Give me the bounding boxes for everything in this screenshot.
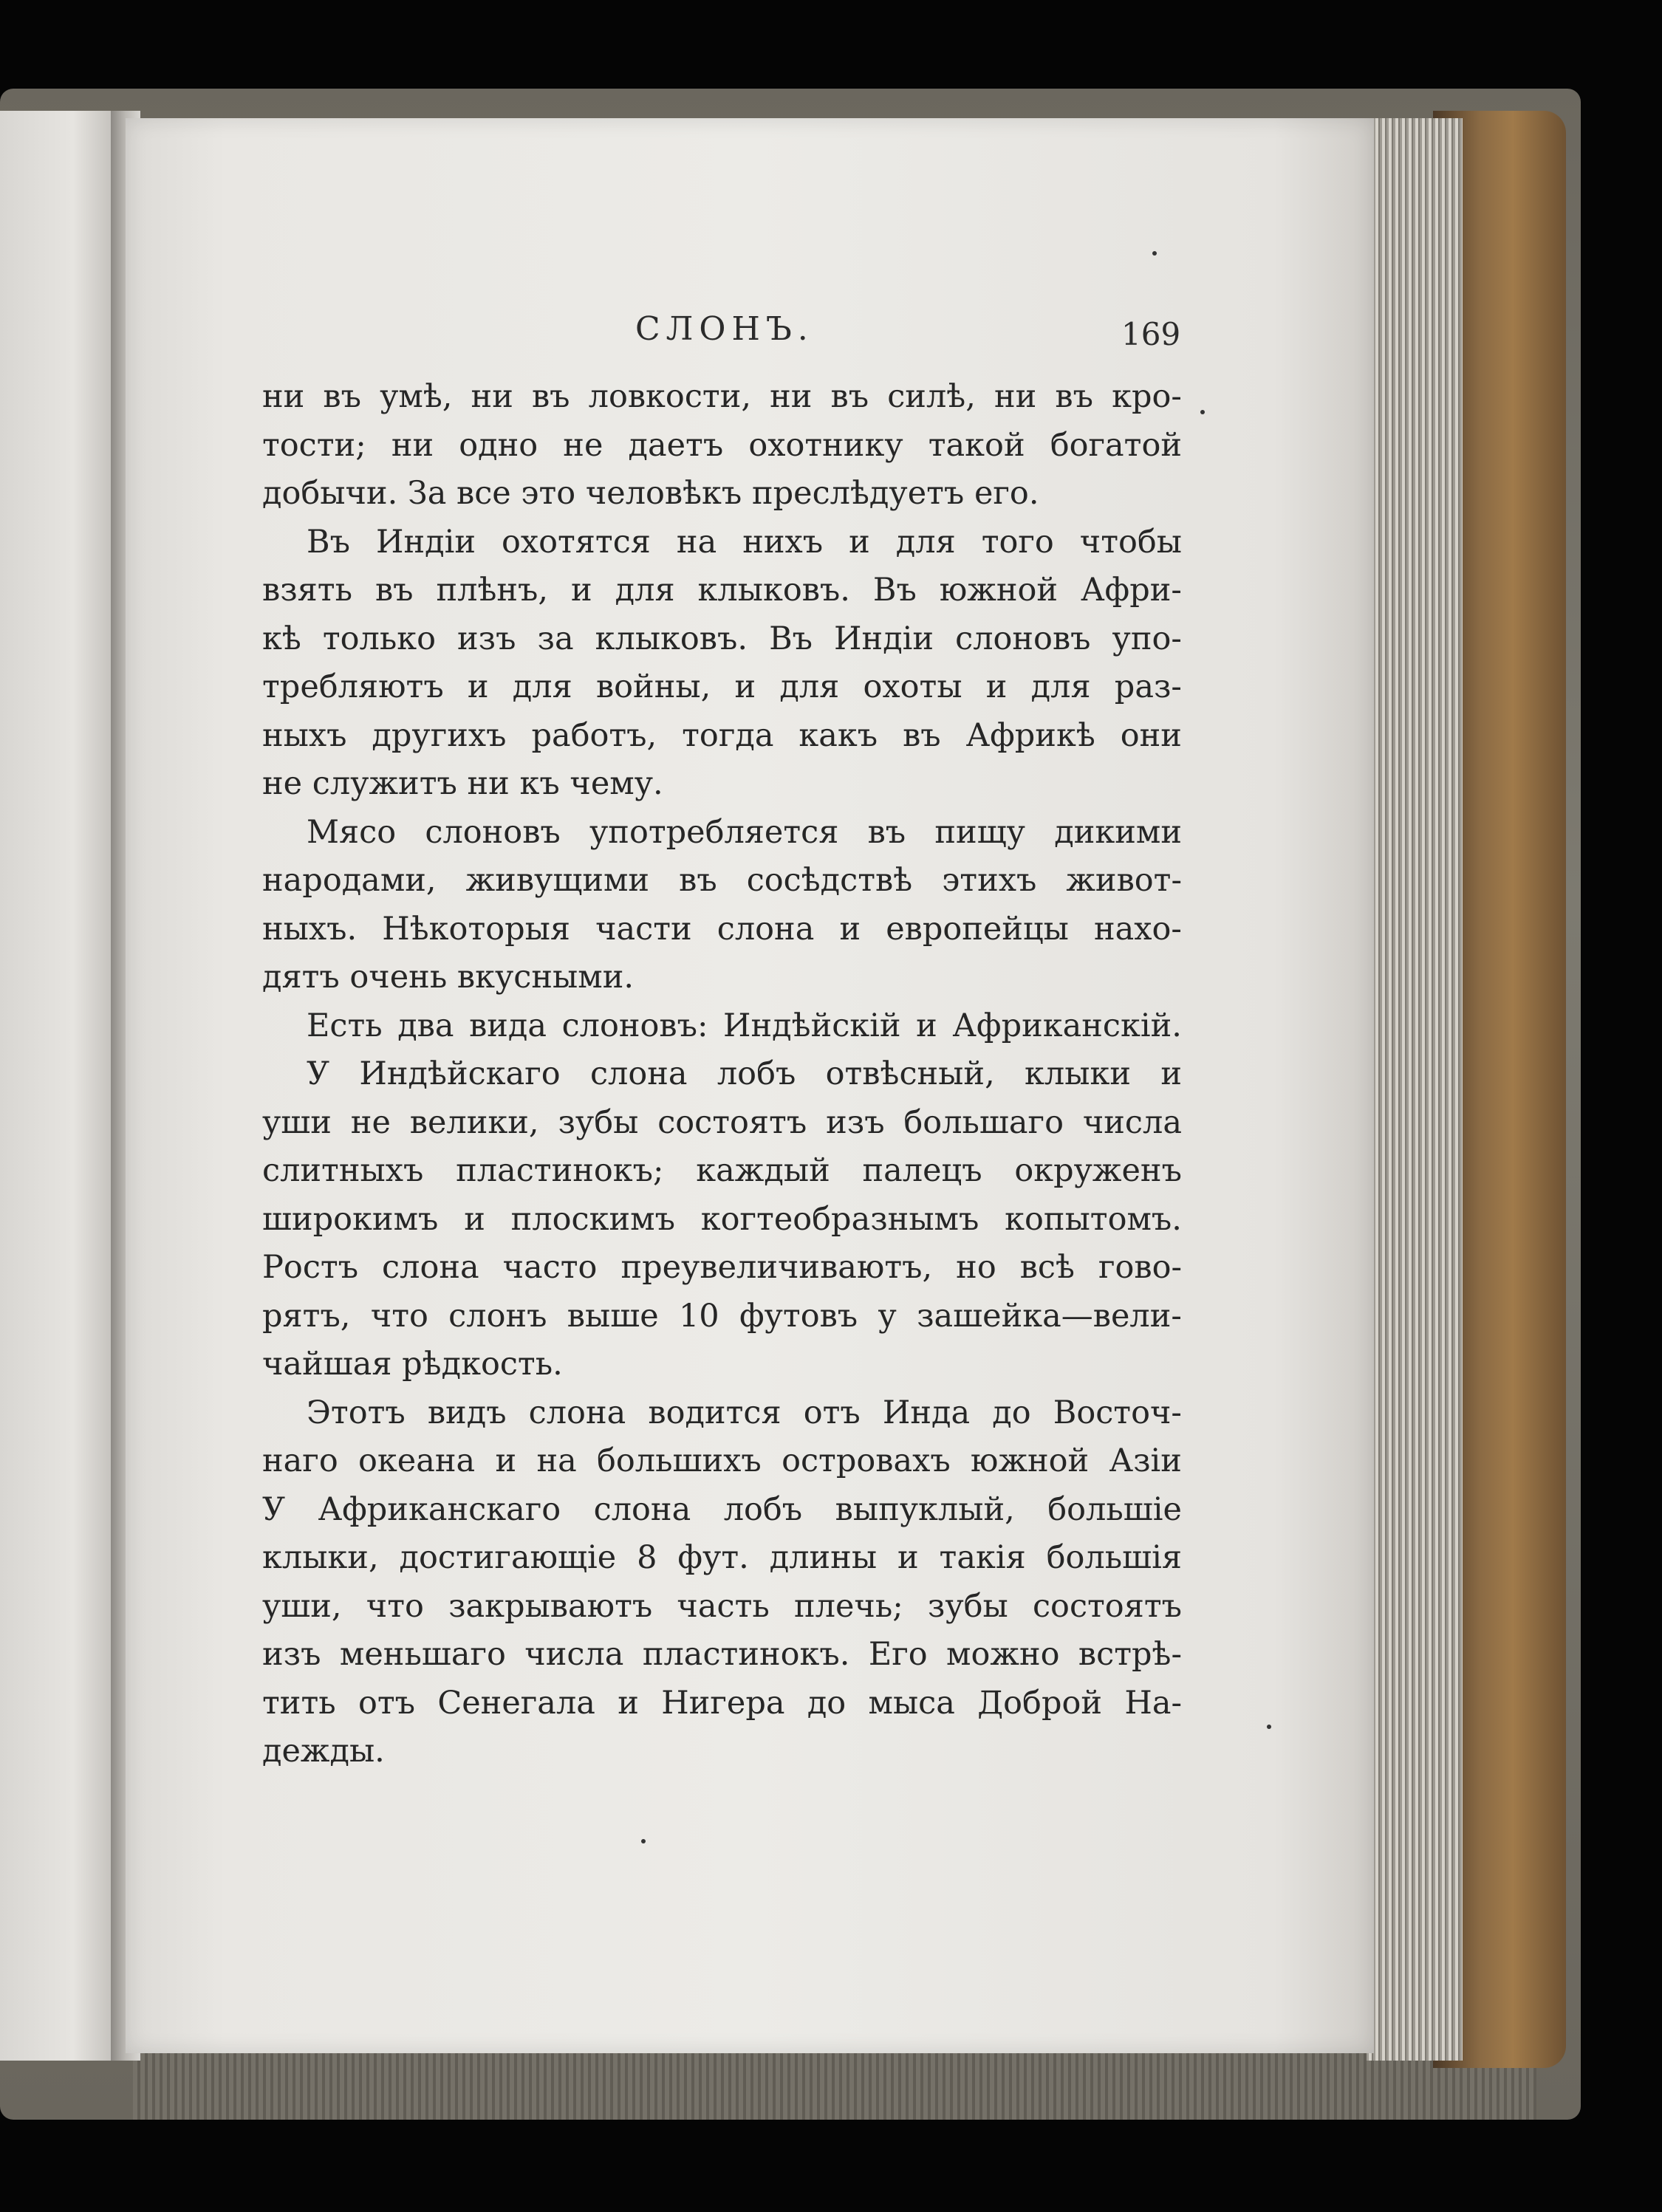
word: часть [677, 1587, 770, 1625]
word: силѣ, [887, 378, 976, 415]
text-line [262, 518, 1182, 567]
running-head: СЛОНЪ. [635, 310, 814, 348]
word: для [779, 668, 840, 705]
word: и [618, 1684, 639, 1722]
word: пластинокъ. [642, 1636, 850, 1673]
word: у [878, 1297, 897, 1335]
word: въ [867, 813, 906, 851]
word: Африкѣ [965, 716, 1095, 754]
text-line [262, 470, 1182, 518]
word: пищу [934, 813, 1025, 851]
word: изъ [457, 620, 516, 657]
text-line-content: чайшая рѣдкость. [262, 1346, 563, 1383]
word: богатой [1050, 426, 1182, 464]
word: даетъ [628, 426, 724, 464]
word: лобъ [717, 1055, 796, 1092]
word: другихъ [372, 716, 507, 754]
word: слоновъ: [561, 1007, 708, 1044]
word: велики, [409, 1103, 539, 1141]
word: слона [382, 1249, 479, 1286]
word: вида [469, 1007, 547, 1044]
word: окруженъ [1014, 1152, 1182, 1189]
word: раз- [1114, 668, 1182, 705]
word: и [985, 668, 1008, 705]
word: каждый [696, 1152, 830, 1189]
text-line [262, 566, 1182, 615]
word: и [916, 1007, 937, 1044]
word: видъ [427, 1394, 507, 1431]
word: футовъ [739, 1297, 858, 1335]
word: такія [939, 1539, 1026, 1576]
text-line [262, 1147, 1182, 1196]
word: южной [971, 1442, 1090, 1479]
word: нахо- [1093, 910, 1182, 948]
word: работъ, [531, 716, 657, 754]
word: ни [391, 426, 434, 464]
word: дикими [1054, 813, 1182, 851]
word: ныхъ. [262, 910, 358, 948]
word: клыки, [262, 1539, 379, 1576]
word: клыки [1025, 1055, 1131, 1092]
word: изъ [826, 1103, 885, 1141]
word: въ [531, 378, 570, 415]
text-line [262, 1050, 1182, 1099]
word: упо- [1112, 620, 1182, 657]
word: Нѣкоторыя [382, 910, 570, 948]
word: сосѣдствѣ [746, 862, 913, 899]
word: ловкости, [588, 378, 752, 415]
word: охотнику [748, 426, 903, 464]
word: Восточ- [1053, 1394, 1182, 1431]
word: Въ [307, 523, 350, 561]
page-speck [1200, 410, 1205, 414]
word: до [807, 1684, 847, 1722]
word: Его [868, 1636, 928, 1673]
word: широкимъ [262, 1200, 439, 1238]
word: для [1030, 668, 1091, 705]
left-page-edge [0, 111, 122, 2061]
text-line [262, 857, 1182, 905]
word: Азіи [1109, 1442, 1182, 1479]
text-line [262, 1679, 1182, 1728]
word: нихъ [742, 523, 824, 561]
text-line [262, 1196, 1182, 1244]
word: Этотъ [307, 1394, 406, 1431]
page-speck [1152, 251, 1157, 256]
word: копытомъ. [1005, 1200, 1182, 1238]
word: на [536, 1442, 577, 1479]
word: живущими [465, 862, 650, 899]
word: палецъ [862, 1152, 982, 1189]
word: наго [262, 1442, 338, 1479]
text-line [262, 1002, 1182, 1051]
word: зубы [927, 1587, 1008, 1625]
page-speck [1267, 1725, 1271, 1729]
word: большихъ [597, 1442, 762, 1479]
word: большія [1046, 1539, 1182, 1576]
word: отъ [803, 1394, 861, 1431]
text-line [262, 1340, 1182, 1389]
word: одно [459, 426, 538, 464]
word: состоятъ [1032, 1587, 1182, 1625]
word: плечь; [793, 1587, 903, 1625]
word: что [370, 1297, 428, 1335]
word: слонъ [448, 1297, 547, 1335]
word: въ [375, 572, 414, 609]
word: слона [589, 1055, 688, 1092]
word: Есть [307, 1007, 383, 1044]
word: когтеобразнымъ [700, 1200, 979, 1238]
text-line [262, 1099, 1182, 1148]
word: пластинокъ; [456, 1152, 664, 1189]
word: меньшаго [339, 1636, 506, 1673]
word: отвѣсный, [825, 1055, 995, 1092]
word: войны, [595, 668, 711, 705]
word: того [981, 523, 1054, 561]
word: океана [358, 1442, 476, 1479]
word: большаго [903, 1103, 1064, 1141]
word: этихъ [942, 862, 1037, 899]
text-line [262, 615, 1182, 664]
word: выше [567, 1297, 659, 1335]
word: ни [262, 378, 305, 415]
text-line [262, 1389, 1182, 1438]
word: Доброй [977, 1684, 1103, 1722]
word: слона [593, 1490, 691, 1528]
word: большіе [1047, 1490, 1182, 1528]
word: требляютъ [262, 668, 444, 705]
text-line-content: дежды. [262, 1733, 385, 1770]
word: Индѣйскій [723, 1007, 901, 1044]
word: ни [994, 378, 1037, 415]
word: Въ [872, 572, 917, 609]
word: на [676, 523, 717, 561]
word: Африканскій. [952, 1007, 1182, 1044]
word: но [956, 1249, 996, 1286]
word: ныхъ [262, 716, 347, 754]
text-line [262, 373, 1182, 422]
word: и [571, 572, 592, 609]
word: На- [1124, 1684, 1182, 1722]
word: употребляется [589, 813, 839, 851]
word: Индѣйскаго [359, 1055, 561, 1092]
word: и [1160, 1055, 1182, 1092]
word: мыса [868, 1684, 955, 1722]
page-speck [641, 1839, 646, 1843]
word: Африканскаго [318, 1490, 561, 1528]
body-text [262, 373, 1182, 1776]
word: какъ [798, 716, 878, 754]
word: клыковъ. [697, 572, 850, 609]
word: въ [323, 378, 361, 415]
word: кро- [1112, 378, 1182, 415]
word: въ [679, 862, 717, 899]
word: части [595, 910, 692, 948]
text-line [262, 1244, 1182, 1292]
word: Индіи [834, 620, 934, 657]
text-line-content: добычи. За все это человѣкъ преслѣдуетъ его. [262, 475, 1039, 512]
text-line [262, 1631, 1182, 1679]
word: фут. [677, 1539, 749, 1576]
text-line [262, 1583, 1182, 1631]
word: въ [830, 378, 869, 415]
word: два [397, 1007, 454, 1044]
word: зашейка—вели- [917, 1297, 1182, 1335]
word: водится [648, 1394, 782, 1431]
word: и [734, 668, 756, 705]
word: У [262, 1490, 286, 1528]
word: 10 [678, 1297, 719, 1335]
word: и [464, 1200, 485, 1238]
word: чтобы [1079, 523, 1182, 561]
word: народами, [262, 862, 437, 899]
word: гово- [1098, 1249, 1182, 1286]
word: числа [1082, 1103, 1182, 1141]
word: ни [471, 378, 513, 415]
page-number: 169 [1121, 316, 1181, 352]
word: Индіи [375, 523, 476, 561]
word: отъ [358, 1684, 416, 1722]
text-line [262, 422, 1182, 470]
word: Мясо [307, 813, 397, 851]
word: слитныхъ [262, 1152, 424, 1189]
page-edges [1367, 118, 1463, 2061]
word: европейцы [886, 910, 1069, 948]
word: слоновъ [955, 620, 1091, 657]
word: Нигера [661, 1684, 785, 1722]
word: Въ [769, 620, 813, 657]
word: и [839, 910, 861, 948]
word: кѣ [262, 620, 301, 657]
word: тогда [682, 716, 774, 754]
word: встрѣ- [1078, 1636, 1182, 1673]
word: для [512, 668, 572, 705]
text-line [262, 1292, 1182, 1341]
text-line [262, 1437, 1182, 1486]
word: можно [946, 1636, 1060, 1673]
word: числа [524, 1636, 624, 1673]
word: У [307, 1055, 330, 1092]
word: слона [717, 910, 815, 948]
text-line-content: не служитъ ни къ чему. [262, 765, 663, 802]
word: всѣ [1019, 1249, 1075, 1286]
word: тить [262, 1684, 336, 1722]
word: Сенегала [437, 1684, 595, 1722]
word: клыковъ. [595, 620, 748, 657]
text-line [262, 905, 1182, 954]
word: до [992, 1394, 1031, 1431]
word: взять [262, 572, 352, 609]
word: въ [1055, 378, 1093, 415]
word: южной [939, 572, 1059, 609]
text-line [262, 1728, 1182, 1776]
word: и [467, 668, 489, 705]
word: ни [770, 378, 813, 415]
word: въ [903, 716, 941, 754]
word: Афри- [1080, 572, 1182, 609]
word: тости; [262, 426, 366, 464]
word: они [1120, 716, 1182, 754]
word: такой [928, 426, 1025, 464]
word: и [495, 1442, 517, 1479]
word: изъ [262, 1636, 321, 1673]
word: плоскимъ [510, 1200, 675, 1238]
word: слоновъ [425, 813, 561, 851]
word: островахъ [782, 1442, 951, 1479]
text-line [262, 953, 1182, 1002]
text-line [262, 809, 1182, 857]
word: умѣ, [380, 378, 453, 415]
text-line [262, 760, 1182, 809]
word: охоты [863, 668, 962, 705]
word: зубы [558, 1103, 639, 1141]
word: состоятъ [657, 1103, 807, 1141]
word: только [322, 620, 436, 657]
word: и [897, 1539, 919, 1576]
word: и [849, 523, 870, 561]
word: не [350, 1103, 391, 1141]
word: рятъ, [262, 1297, 351, 1335]
word: слона [528, 1394, 626, 1431]
word: охотятся [501, 523, 651, 561]
word: для [895, 523, 956, 561]
word: для [615, 572, 675, 609]
word: живот- [1066, 862, 1182, 899]
word: выпуклый, [835, 1490, 1015, 1528]
text-line [262, 663, 1182, 712]
word: уши [262, 1103, 332, 1141]
word: 8 [637, 1539, 657, 1576]
text-line [262, 1534, 1182, 1583]
text-line [262, 712, 1182, 761]
text-line-content: дятъ очень вкусными. [262, 959, 635, 996]
word: что [366, 1587, 424, 1625]
word: плѣнъ, [436, 572, 549, 609]
word: длины [769, 1539, 878, 1576]
word: преувеличиваютъ, [620, 1249, 933, 1286]
word: закрываютъ [448, 1587, 653, 1625]
word: Инда [882, 1394, 971, 1431]
word: часто [502, 1249, 598, 1286]
word: не [563, 426, 603, 464]
word: Ростъ [262, 1249, 359, 1286]
word: лобъ [723, 1490, 803, 1528]
text-line [262, 1486, 1182, 1535]
word: уши, [262, 1587, 342, 1625]
word: достигающіе [399, 1539, 617, 1576]
word: за [537, 620, 574, 657]
